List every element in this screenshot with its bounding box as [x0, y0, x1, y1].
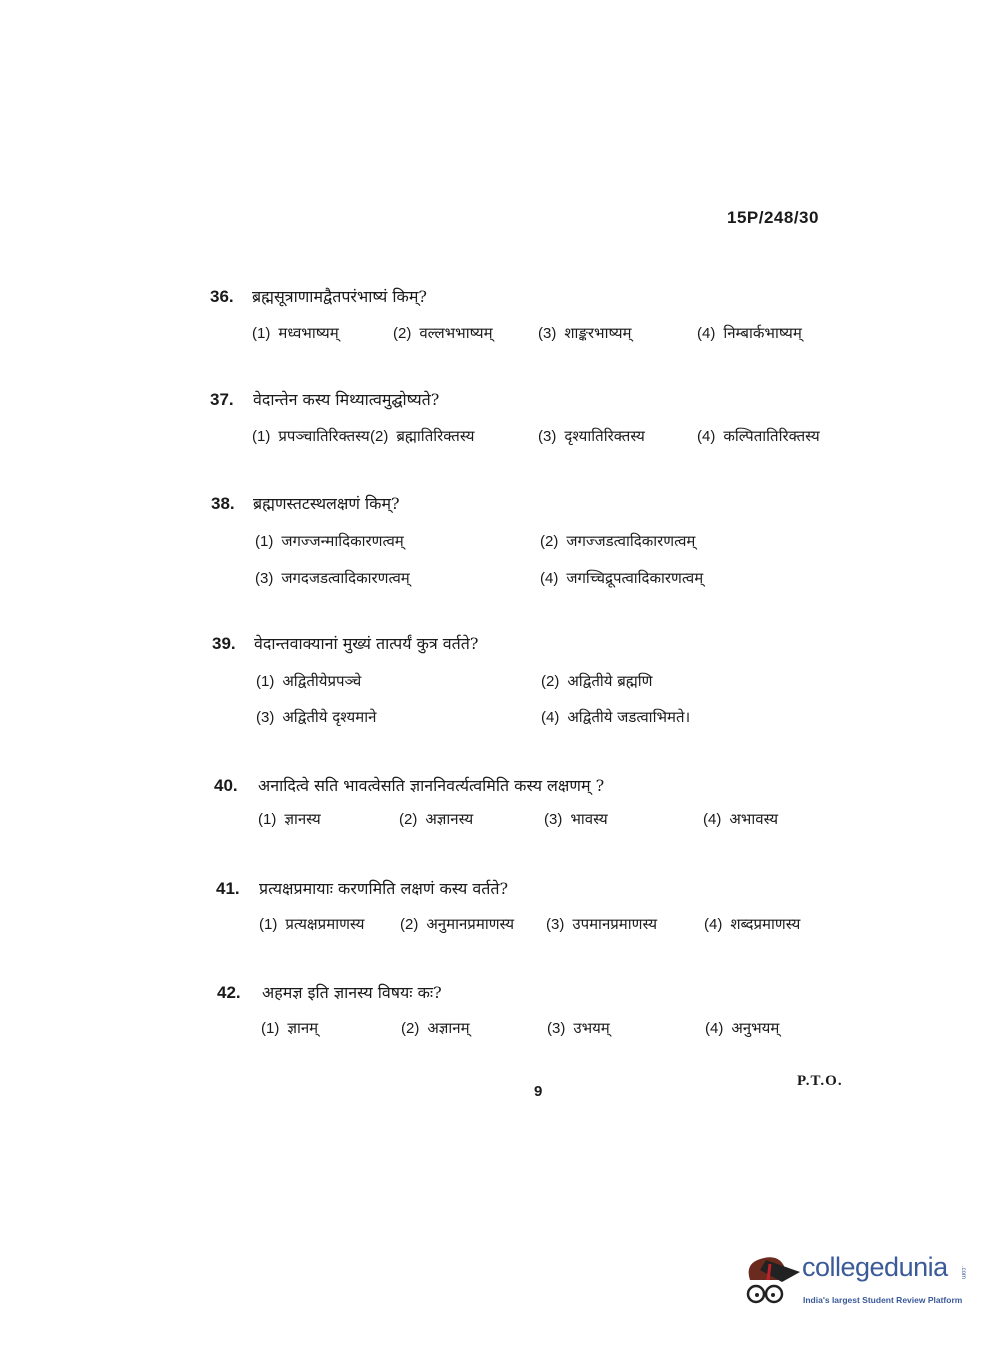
option-text: अद्वितीये जडत्वाभिमते। — [567, 708, 691, 726]
option-4 — [541, 707, 690, 727]
option-text: जगच्चिद्रूपत्वादिकारणत्वम् — [566, 569, 704, 587]
option-4 — [540, 568, 703, 588]
option-number: (4) — [697, 428, 716, 445]
option-number: (2) — [370, 428, 389, 445]
option-4 — [705, 1018, 779, 1038]
option-number: (2) — [540, 533, 559, 550]
collegedunia-logo — [742, 1250, 972, 1312]
question-text: प्रत्यक्षप्रमायाः करणमिति लक्षणं कस्य वर्तते? — [259, 879, 509, 898]
option-1 — [259, 914, 364, 934]
option-text: ज्ञानम् — [287, 1019, 319, 1037]
paper-code: 15P/248/30 — [727, 208, 819, 227]
option-text: उपमानप्रमाणस्य — [572, 915, 658, 933]
question-text: अनादित्वे सति भावत्वेसति ज्ञाननिवर्त्यत्वमिति कस्य लक्षणम् ? — [258, 776, 605, 795]
option-number: (2) — [400, 916, 419, 933]
question-text: वेदान्तवाक्यानां मुख्यं तात्पर्यं कुत्र वर्तते? — [254, 634, 479, 653]
option-4 — [704, 914, 800, 934]
option-text: जगदजडत्वादिकारणत्वम् — [281, 569, 410, 587]
question-number: 42. — [217, 983, 241, 1002]
option-2 — [541, 671, 653, 691]
question-number: 36. — [210, 287, 234, 306]
option-text: अद्वितीये दृश्यमाने — [282, 708, 377, 726]
option-number: (4) — [540, 570, 559, 587]
option-text: प्रपञ्चातिरिक्तस्य — [278, 427, 370, 445]
option-text: दृश्यातिरिक्तस्य — [564, 427, 645, 445]
option-text: ब्रह्मातिरिक्तस्य — [396, 427, 475, 445]
option-number: (2) — [393, 325, 412, 342]
option-number: (1) — [252, 325, 271, 342]
question-text: ब्रह्मसूत्राणामद्वैतपरंभाष्यं किम्? — [252, 287, 427, 306]
option-text: प्रत्यक्षप्रमाणस्य — [285, 915, 365, 933]
brand-suffix: .com — [960, 1266, 966, 1280]
option-number: (3) — [546, 916, 565, 933]
option-1 — [261, 1018, 318, 1038]
option-1 — [255, 531, 404, 551]
option-3 — [547, 1018, 610, 1038]
option-number: (3) — [547, 1020, 566, 1037]
option-text: जगज्जन्मादिकारणत्वम् — [281, 532, 404, 550]
question-number: 37. — [210, 390, 234, 409]
option-3 — [538, 323, 631, 343]
question-text: अहमज्ञ इति ज्ञानस्य विषयः कः? — [262, 983, 442, 1002]
option-text: अनुमानप्रमाणस्य — [426, 915, 515, 933]
option-4 — [703, 809, 778, 829]
option-text: ज्ञानस्य — [284, 810, 321, 828]
option-number: (4) — [704, 916, 723, 933]
option-number: (1) — [256, 673, 275, 690]
option-number: (3) — [538, 428, 557, 445]
option-2 — [400, 914, 514, 934]
question-number: 41. — [216, 879, 240, 898]
option-text: अद्वितीयेप्रपञ्चे — [282, 672, 362, 690]
option-text: अज्ञानम् — [427, 1019, 470, 1037]
option-4 — [697, 323, 802, 343]
mascot-icon — [742, 1250, 802, 1312]
option-1 — [252, 426, 370, 446]
option-2 — [370, 426, 474, 446]
option-2 — [393, 323, 493, 343]
question-text: वेदान्तेन कस्य मिथ्यात्वमुद्घोष्यते? — [253, 390, 440, 409]
option-number: (1) — [252, 428, 271, 445]
option-2 — [401, 1018, 470, 1038]
option-text: शाङ्करभाष्यम् — [564, 324, 632, 342]
option-number: (2) — [541, 673, 560, 690]
option-number: (2) — [399, 811, 418, 828]
option-3 — [544, 809, 608, 829]
brand-name: collegedunia — [802, 1252, 948, 1282]
option-number: (4) — [541, 709, 560, 726]
option-3 — [256, 707, 376, 727]
option-3 — [255, 568, 410, 588]
option-text: भावस्य — [570, 810, 608, 828]
option-text: कल्पितातिरिक्तस्य — [723, 427, 820, 445]
option-number: (3) — [538, 325, 557, 342]
option-text: मध्वभाष्यम् — [278, 324, 339, 342]
page-number: 9 — [534, 1083, 543, 1100]
option-text: उभयम् — [573, 1019, 610, 1037]
option-number: (4) — [697, 325, 716, 342]
option-number: (3) — [256, 709, 275, 726]
option-number: (3) — [544, 811, 563, 828]
option-1 — [256, 671, 361, 691]
option-text: जगज्जडत्वादिकारणत्वम् — [566, 532, 696, 550]
pto-label: P.T.O. — [797, 1073, 843, 1089]
option-2 — [540, 531, 695, 551]
brand-tagline: India's largest Student Review Platform — [803, 1295, 963, 1305]
option-3 — [538, 426, 645, 446]
option-text: अज्ञानस्य — [425, 810, 474, 828]
option-text: शब्दप्रमाणस्य — [730, 915, 801, 933]
option-number: (1) — [259, 916, 278, 933]
option-number: (1) — [261, 1020, 280, 1037]
option-1 — [252, 323, 339, 343]
question-text: ब्रह्मणस्तटस्थलक्षणं किम्? — [253, 494, 400, 513]
question-number: 38. — [211, 494, 235, 513]
option-3 — [546, 914, 657, 934]
option-text: वल्लभभाष्यम् — [419, 324, 493, 342]
option-2 — [399, 809, 473, 829]
option-number: (3) — [255, 570, 274, 587]
option-1 — [258, 809, 321, 829]
option-number: (4) — [703, 811, 722, 828]
option-text: निम्बार्कभाष्यम् — [723, 324, 802, 342]
question-number: 39. — [212, 634, 236, 653]
option-text: अद्वितीये ब्रह्मणि — [567, 672, 653, 690]
option-text: अनुभयम् — [731, 1019, 780, 1037]
option-text: अभावस्य — [729, 810, 779, 828]
option-number: (1) — [258, 811, 277, 828]
option-number: (4) — [705, 1020, 724, 1037]
option-4 — [697, 426, 820, 446]
option-number: (2) — [401, 1020, 420, 1037]
question-number: 40. — [214, 776, 238, 795]
option-number: (1) — [255, 533, 274, 550]
